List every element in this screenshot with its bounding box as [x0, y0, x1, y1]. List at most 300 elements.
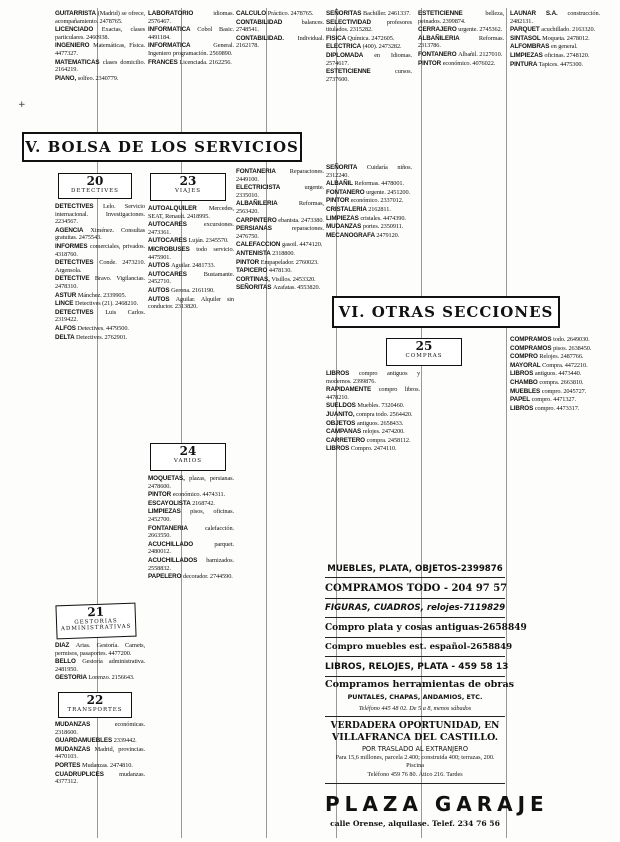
classified-ad [326, 52, 412, 67]
ad-keyword: ALBAÑIL [326, 180, 355, 188]
classified-ad [326, 206, 412, 214]
classified-ad [148, 237, 234, 245]
classified-ad [326, 437, 420, 445]
classified-ad [148, 541, 234, 556]
classified-ad [148, 59, 234, 67]
ad-keyword: LIBROS [326, 370, 359, 377]
ad-keyword: FONTANERIA [148, 524, 205, 532]
ad-body: oficinas. 2748120. [544, 51, 590, 59]
ad-text: Compro muebles est. español-2658849 [325, 642, 513, 652]
ad-keyword: AUTOS [148, 262, 172, 270]
ad-keyword: MUDANZAS [55, 721, 115, 728]
classified-ad [148, 271, 234, 286]
column-2-varios [148, 475, 234, 837]
ad-body: 2318800. [272, 249, 295, 257]
ad-keyword: CUADRUPLICES [55, 770, 120, 778]
ad-keyword: MOQUETAS, [148, 475, 190, 482]
column-3 [236, 168, 324, 836]
classified-ad [148, 296, 234, 311]
ad-body: pisos, oficinas. 2452700. [148, 508, 234, 523]
classified-ad [236, 19, 324, 34]
classified-ad [148, 287, 234, 295]
ad-body: económico. 4076022. [442, 59, 496, 67]
banner-otras-secciones [332, 296, 560, 328]
ad-body: belleza, peinados. 2399874. [418, 10, 504, 25]
ad-keyword: FONTANERO [418, 50, 459, 58]
classified-ad [510, 336, 602, 344]
banner-bolsa-servicios [22, 132, 302, 162]
classified-ad [510, 362, 602, 370]
ad-body: Gerona. 2161190. [171, 286, 215, 294]
ad-subtitle: calle Orense, alquilase. Telef. 234 76 56 [330, 819, 500, 828]
ad-keyword: LIMPIEZAS [326, 214, 361, 222]
classified-ad [148, 573, 234, 581]
classified-ad [236, 35, 324, 50]
classified-ad [55, 334, 145, 342]
ad-body: (400). 2473282. [362, 43, 402, 51]
ad-keyword: TAPICERO [236, 267, 269, 275]
ad-keyword: AUTOS [148, 286, 172, 294]
ad-herramientas [325, 677, 515, 717]
classified-ad [510, 35, 600, 43]
section-20-header [58, 173, 132, 199]
classified-ad [236, 217, 324, 225]
classified-ad [236, 184, 324, 199]
classified-ad [55, 203, 145, 226]
ad-body: Licenciada. 2162256. [179, 58, 232, 66]
banner-otras-title: VI. OTRAS SECCIONES [338, 303, 554, 321]
classified-ad [418, 60, 504, 68]
ad-keyword: ALBAÑILERIA [236, 200, 299, 208]
ad-body: económicas. 2318600. [55, 721, 145, 736]
classified-ad [326, 19, 412, 34]
ad-title: VERDADERA OPORTUNIDAD, EN [330, 721, 500, 731]
classified-ad [418, 35, 504, 50]
ad-keyword: CARPINTERO [236, 216, 279, 224]
classified-ad [55, 42, 145, 57]
ad-keyword: SEÑORITAS [236, 284, 274, 292]
ad-body: Empapelador. 2760023. [260, 258, 319, 266]
ad-keyword: DIAZ [55, 642, 76, 649]
ad-keyword: SEÑORITAS [326, 10, 364, 17]
classified-ad [55, 642, 145, 657]
section-label: TRANSPORTES [67, 707, 123, 713]
classified-ad [326, 180, 412, 188]
ad-body: gasoil. 4474120. [282, 241, 323, 249]
ad-body: compra. 2458112. [366, 436, 411, 444]
section-number: 25 [415, 339, 433, 353]
section-label: COMPRAS [405, 353, 443, 359]
ad-body: portes. 2350911. [362, 223, 404, 231]
ad-keyword: FONTANERO [326, 188, 367, 196]
classified-ad [326, 215, 412, 223]
classified-ad [55, 259, 145, 274]
ad-keyword: ACUCHILLADO [148, 540, 215, 548]
ad-body: antiguos. 4473440. [534, 370, 582, 378]
ad-body: compro antiguos y modernos. 2399876. [326, 370, 421, 385]
ad-body: Luis Carlos. 2319422. [55, 308, 145, 324]
ad-keyword: PIANO, [55, 74, 78, 82]
ad-keyword: ANTENISTA [236, 249, 273, 257]
classified-ad [510, 353, 602, 361]
ad-keyword: PINTOR [418, 59, 443, 67]
ad-body: Reformas, 2563420. [236, 200, 324, 215]
ad-body: compro. 4471327. [531, 396, 576, 404]
classified-ad [326, 386, 420, 401]
ad-keyword: ESTETICIENNE [418, 10, 486, 17]
ad-body: cristales. 4474390. [360, 214, 406, 222]
ad-body: General. Ingeniero programación. 2569890. [148, 42, 234, 57]
ad-body: Práctico. 2478765. [267, 10, 314, 17]
ad-keyword: SEÑORITA [326, 164, 367, 171]
ad-body: Relojes. 2487766. [539, 353, 584, 361]
ad-keyword: SUELDOS [326, 402, 358, 410]
column-1-detectives [55, 203, 145, 601]
ad-body: Gestoría administrativa. 2481950. [55, 658, 145, 673]
classified-ad [326, 428, 420, 436]
margin-mark: + [18, 100, 26, 110]
section-number: 22 [86, 693, 104, 707]
section-24-header [150, 443, 226, 471]
classified-ad [55, 674, 145, 682]
section-21-header [55, 603, 136, 640]
ad-body: Lelo. Servicio internacional. Investigaciones. 2234567. [55, 203, 145, 226]
section-number: 24 [179, 444, 197, 458]
classified-ad [148, 508, 234, 523]
ad-keyword: CALCULO [236, 10, 268, 17]
ad-compro-muebles [325, 638, 513, 657]
ad-body: compra todo. 2564420. [356, 410, 413, 418]
ad-body: Aguilar. Alquiler sin conductor. 2313820. [148, 295, 235, 311]
ad-keyword: PERSIANAS [236, 225, 292, 233]
ad-keyword: ALFOS [55, 324, 78, 332]
ad-body: cursos. 2737600. [326, 68, 412, 83]
ad-keyword: MATEMATICAS [55, 58, 103, 66]
classified-ad [326, 68, 412, 83]
ad-keyword: DIPLOMADA [326, 51, 375, 59]
ad-body: 2339442. [113, 737, 137, 745]
ad-keyword: LIBROS [510, 404, 535, 412]
ad-keyword: AUTOALQUILER [148, 205, 209, 212]
ad-body: ebanista. 2473380. [278, 216, 324, 224]
ad-body: Conde. 2473210. Argensola. [55, 259, 146, 274]
classified-ad [418, 26, 504, 34]
ad-keyword: DETECTIVES [55, 308, 106, 316]
ad-villafranca [325, 718, 505, 784]
classified-ad [55, 26, 145, 41]
ad-body: pisos. 2638450. [553, 344, 592, 352]
ad-body: (Madrid) se ofrece, acompañamiento. 2478765. [55, 10, 145, 25]
classified-ad [510, 10, 600, 25]
classified-ad [148, 475, 234, 490]
classified-ad [326, 411, 420, 419]
ad-keyword: CORTINAS, [236, 275, 272, 283]
classified-ad [326, 197, 412, 205]
ad-compramos-todo [325, 578, 508, 599]
ad-body: urgente. 2451200. [366, 188, 411, 196]
ad-keyword: ALBAÑILERIA [418, 34, 479, 42]
classified-ad [148, 262, 234, 270]
classified-ad [326, 370, 420, 385]
ad-keyword: SELECTIVIDAD [326, 18, 387, 26]
ad-body: Mercedes, SEAT, Renault. 2418995. [148, 205, 234, 220]
column-2-viajes [148, 205, 234, 437]
ad-keyword: PARQUET [510, 26, 542, 34]
ad-body: Química. 2472605. [347, 34, 395, 42]
classified-ad [55, 325, 145, 333]
section-number: 20 [86, 174, 104, 188]
classified-ad [418, 51, 504, 59]
ad-title: Compramos herramientas de obras [325, 679, 515, 690]
ad-keyword: AUTOCARES [148, 270, 204, 278]
ad-keyword: PINTURA [510, 60, 539, 68]
ad-keyword: MUEBLES [510, 387, 542, 395]
ad-keyword: AGENCIA [55, 226, 91, 234]
ad-text: LIBROS, RELOJES, PLATA - 459 58 13 [325, 662, 509, 672]
ad-body: Cuidaría niños. 2312240. [326, 164, 412, 179]
ad-keyword: INFORMES [55, 242, 90, 250]
ad-body: Aguilar. 2481733. [171, 262, 216, 270]
ad-body: Detectives. 4479500. [77, 324, 129, 332]
ad-body: compra. 2663810. [539, 378, 584, 386]
ad-keyword: PINTOR [148, 491, 173, 499]
ad-keyword: LIMPIEZAS [510, 51, 545, 59]
classified-ad [236, 168, 324, 183]
ad-text: Compro plata y cosas antiguas-2658849 [325, 623, 527, 633]
ad-body: en general. [550, 43, 578, 51]
ad-keyword: INFORMATICA [148, 26, 198, 34]
ad-keyword: PINTOR [326, 197, 351, 205]
ad-keyword: LINCE [55, 300, 76, 308]
classified-ad [236, 10, 324, 18]
ad-body: excursiones. 2473361. [148, 221, 234, 236]
ad-body: Ximénez. Consultas gratuitas. 2475543. [55, 226, 145, 242]
classified-ad [236, 284, 324, 292]
ad-keyword: LIBROS [326, 445, 351, 453]
classified-ad [236, 225, 324, 240]
ad-body: económico. 2337012. [350, 197, 404, 205]
ad-keyword: LICENCIADO [55, 26, 102, 34]
ad-body: acuchillado. 2163320. [541, 26, 595, 34]
ad-body: Albañil. 2127010. [458, 50, 503, 58]
ad-body: reparaciones. 2476750. [236, 225, 324, 240]
classified-ad [148, 525, 234, 540]
classified-ad [326, 223, 412, 231]
section-label: VARIOS [173, 458, 203, 464]
ad-body: balances. 2748541. [236, 18, 324, 34]
ad-compro-plata [325, 618, 527, 638]
ad-keyword: OBJETOS [326, 419, 357, 427]
classified-ad [148, 205, 234, 220]
classified-ad [55, 75, 145, 83]
ad-body: Bachiller. 2461337. [363, 10, 411, 17]
classified-ad [236, 259, 324, 267]
classified-ad [236, 200, 324, 215]
classified-ad [55, 300, 145, 308]
ad-body: Tapices. 4475300. [538, 60, 583, 68]
ad-keyword: MUDANZAS [326, 223, 363, 231]
ad-body: construcción. 2482131. [510, 10, 600, 25]
classified-ad [326, 189, 412, 197]
classified-ad [148, 10, 234, 25]
ad-keyword: CARRETERO [326, 436, 367, 444]
ad-keyword: DETECTIVES [55, 203, 103, 210]
section-25-header [386, 338, 462, 366]
ad-body: Mudanzas. 2474810. [81, 761, 133, 769]
ad-body: compro. 4473317. [534, 404, 580, 412]
classified-ad [326, 164, 412, 179]
ad-body: comerciales, privados. 4318760. [55, 242, 145, 258]
classified-ad [148, 221, 234, 236]
ad-body: clases domicilio. 2164219. [55, 58, 146, 74]
ad-keyword: FONTANERIA [236, 168, 290, 175]
ad-keyword: DETECTIVES [55, 259, 100, 267]
banner-bolsa-title: V. BOLSA DE LOS SERVICIOS [25, 138, 299, 156]
ad-keyword: BELLO [55, 658, 83, 666]
ad-body: todo. 2649030. [553, 336, 590, 343]
ad-body: compro libros. 4478210. [326, 386, 420, 401]
ad-keyword: ALFOMBRAS [510, 43, 551, 51]
ad-keyword: MUDANZAS [55, 745, 95, 753]
ad-keyword: GUARDAMUEBLES [55, 737, 114, 745]
column-5-compras [326, 370, 420, 554]
classified-ad [148, 491, 234, 499]
column-rule [506, 8, 507, 838]
ad-keyword: DELTA [55, 333, 76, 341]
classified-ad [326, 232, 412, 240]
ad-keyword: COMPRAMOS [510, 344, 554, 352]
ad-phone: Teléfono 445 48 02. De 5 a 8, menos sábados [358, 705, 472, 712]
ad-subtitle: PUNTALES, CHAPAS, ANDAMIOS, ETC. [347, 693, 483, 701]
ad-keyword: AUTOS [148, 295, 176, 303]
ad-body: solfeo. 2340779. [77, 74, 119, 82]
column-1-transportes [55, 721, 145, 836]
ad-body: Detectives (21). 2468210. [75, 300, 138, 308]
ad-keyword: CALEFACCION [236, 241, 283, 249]
section-label: DETECTIVES [71, 188, 119, 194]
section-number: 21 [87, 604, 105, 620]
ad-body: Madrid, provincias. 4470103. [55, 745, 145, 761]
ad-keyword: LIBROS [510, 370, 535, 378]
ad-keyword: JUANITO, [326, 410, 357, 418]
classified-ad [326, 445, 420, 453]
classified-ad [326, 43, 412, 51]
ad-line: POR TRASLADO AL EXTRANJERO [361, 745, 469, 753]
ad-body: Cobol Basic. 4491184. [148, 26, 234, 41]
column-4-top [326, 10, 412, 160]
ad-figuras-cuadros [325, 599, 505, 618]
classified-ad [148, 500, 234, 508]
ad-keyword: FRANCES [148, 58, 180, 66]
ad-body: Visillos. 2453320. [271, 275, 316, 283]
classified-ad [55, 10, 145, 25]
ad-body: mudanzas. 4377312. [55, 770, 145, 786]
section-number: 23 [179, 174, 197, 188]
ad-body: calefacción. 2663550. [148, 524, 234, 540]
classified-ad [510, 379, 602, 387]
classified-ad [510, 61, 600, 69]
ad-keyword: LIMPIEZAS [148, 508, 191, 516]
ad-keyword: CHAMBO [510, 378, 540, 386]
classified-ad [55, 275, 145, 290]
column-1-top [55, 10, 145, 128]
ad-body: Reformas. 4478001. [354, 180, 404, 188]
section-23-header [150, 173, 226, 201]
ad-keyword: INGENIERO [55, 42, 94, 50]
ad-body: 2479120. [376, 231, 400, 239]
column-6-top [510, 10, 600, 300]
ad-body: parquet. 2480012. [148, 540, 234, 556]
ad-body: Matemáticas, Física. 4477327. [55, 42, 145, 57]
ad-keyword: GESTORIA [55, 674, 89, 682]
ad-body: Muebles. 7320460. [357, 402, 405, 410]
ad-body: plazas, persianas. 2478600. [148, 475, 234, 490]
classified-ad [55, 762, 145, 770]
ad-keyword: COMPRO [510, 353, 540, 361]
ad-keyword: AUTOCARES [148, 221, 204, 229]
classified-ad [326, 402, 420, 410]
ad-keyword: COMPRAMOS [510, 336, 554, 343]
ad-body: 2168742. [192, 499, 215, 507]
ad-body: Moqueta. 2478012. [542, 34, 590, 42]
classified-ad [418, 10, 504, 25]
section-22-header [58, 692, 132, 718]
classified-ad [510, 52, 600, 60]
classified-ad [236, 250, 324, 258]
column-5-top [418, 10, 504, 290]
ad-text: MUEBLES, PLATA, OBJETOS-2399876 [327, 564, 503, 574]
ad-body: 4478130. [268, 267, 292, 275]
ad-keyword: ACUCHILLADOS [148, 556, 207, 564]
ad-keyword: PORTES [55, 761, 82, 769]
section-label: VIAJES [174, 188, 202, 194]
ad-body: Individual. 2162178. [236, 34, 324, 50]
ad-body: en Idiomas. 2574617. [326, 51, 412, 67]
ad-keyword: LABORATORIO [148, 10, 214, 17]
ad-keyword: LAUNAR S.A. [510, 10, 568, 17]
ad-keyword: PAPEL [510, 396, 532, 404]
column-1-gestorias [55, 642, 145, 688]
classified-ad [55, 737, 145, 745]
ad-body: Luján. 2345570. [188, 237, 229, 245]
column-3-top [236, 10, 324, 128]
ad-keyword: ASTUR [55, 291, 78, 299]
ad-body: económico. 4474311. [172, 491, 225, 499]
ad-keyword: MECANOGRAFA [326, 231, 377, 239]
ad-body: todo servicio. 4475901. [148, 245, 234, 261]
ad-body: idiomas. 2576467. [148, 10, 234, 25]
classified-ad [326, 420, 420, 428]
classified-ad [510, 370, 602, 378]
section-label: GESTORIAS ADMINISTRATIVAS [60, 618, 132, 633]
classified-ad [236, 276, 324, 284]
classified-ad [510, 405, 602, 413]
classified-ad [510, 396, 602, 404]
ad-body: urgente. 2335010. [236, 184, 324, 199]
ad-keyword: ELECTRICA [326, 43, 363, 51]
ad-phone: Teléfono 459 76 80. Ático 216. Tardes [367, 771, 463, 778]
ad-keyword: INFORMATICA [148, 42, 214, 50]
ad-keyword: AUTOCARES [148, 237, 189, 245]
ad-text: COMPRAMOS TODO - 204 97 57 [325, 583, 508, 594]
ad-keyword: GUITARRISTA [55, 10, 98, 17]
ad-body: decorador. 2744590. [183, 573, 233, 581]
ad-body: Compro. 2474110. [350, 445, 397, 453]
classified-ad [236, 267, 324, 275]
classified-ad [236, 241, 324, 249]
ad-body: Arias. Gestoría. Carnets, permisos, pasaportes. 4477200. [55, 642, 145, 657]
ad-body: Detectives. 2762901. [75, 333, 128, 341]
